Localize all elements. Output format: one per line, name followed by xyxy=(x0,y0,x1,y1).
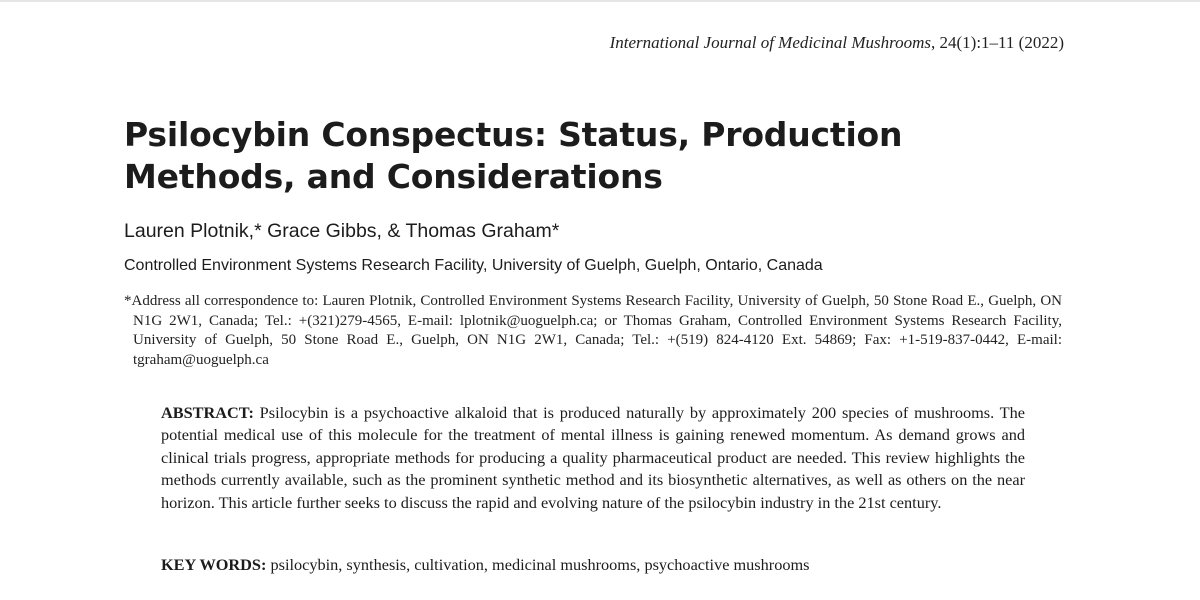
author-affiliation: Controlled Environment Systems Research Facility, University of Guelph, Guelph, Ontario, Canada xyxy=(124,257,823,274)
abstract-text: Psilocybin is a psychoactive alkaloid that is produced naturally by approximately 200 species of mushrooms. The potential medical use of this molecule for the treatment of mental illness is gaining renewed momentum. As demand grows and clinical trials progress, appropriate methods for producing a quality pharmaceutical product are needed. This review highlights the methods currently available, such as the prominent synthetic method and its biosynthetic alternatives, as well as others on the near horizon. This article further seeks to discuss the rapid and evolving nature of the psilocybin industry in the 21st century. xyxy=(161,403,1025,512)
journal-volume-pages: , 24(1):1–11 (2022) xyxy=(931,33,1064,52)
journal-citation xyxy=(610,33,1064,53)
article-title: Psilocybin Conspectus: Status, Production Methods, and Considerations xyxy=(124,115,903,196)
page-top-border xyxy=(0,0,1200,2)
abstract xyxy=(161,402,1025,514)
keywords xyxy=(161,554,1025,576)
correspondence-address: *Address all correspondence to: Lauren Plotnik, Controlled Environment Systems Research Facility, University of Guelph, 50 Stone Road E., Guelph, ON N1G 2W1, Canada; Tel.: +(321)279-4565, E-mail: lplotnik@uoguelph.ca; or Thomas Graham, Controlled Environment Systems Research Facility, University of Guelph, 50 Stone Road E., Guelph, ON N1G 2W1, Canada; Tel.: +(519) 824-4120 Ext. 54869; Fax: +1-519-837-0442, E-mail: tgraham@uoguelph.ca xyxy=(124,293,1062,368)
journal-name: International Journal of Medicinal Mushrooms xyxy=(609,33,931,52)
keywords-text: psilocybin, synthesis, cultivation, medicinal mushrooms, psychoactive mushrooms xyxy=(266,555,810,574)
abstract-label: ABSTRACT: xyxy=(161,403,254,422)
keywords-label: KEY WORDS: xyxy=(161,555,267,574)
article-authors: Lauren Plotnik,* Grace Gibbs, & Thomas Graham* xyxy=(124,220,560,242)
